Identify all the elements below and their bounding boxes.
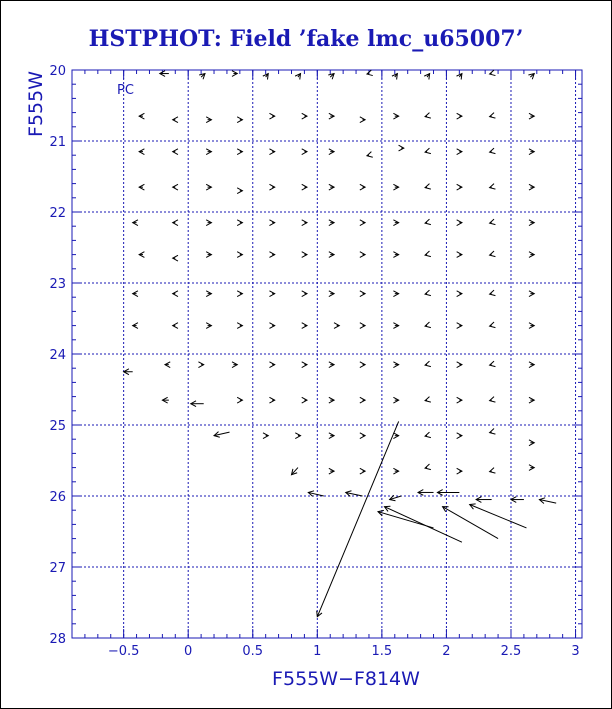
vector-arrow xyxy=(139,252,144,258)
vector-head xyxy=(425,148,431,154)
vector-head xyxy=(457,113,462,119)
vector-arrow xyxy=(328,74,334,80)
vector-head xyxy=(457,468,462,474)
vector-head xyxy=(360,291,365,297)
vector-arrow xyxy=(206,323,211,329)
vector-arrow xyxy=(237,117,242,123)
vector-arrow xyxy=(393,323,398,329)
vector-arrow xyxy=(133,323,138,329)
vector-shaft xyxy=(470,505,527,528)
vector-arrow xyxy=(199,74,205,80)
vector-arrow xyxy=(133,291,138,297)
vector-arrow xyxy=(133,220,138,226)
vector-arrow xyxy=(529,362,534,368)
vector-head xyxy=(237,220,242,226)
vector-arrow xyxy=(393,433,398,439)
vector-arrow xyxy=(425,361,431,367)
vector-head xyxy=(360,117,365,123)
vector-arrow xyxy=(457,74,462,80)
vector-head xyxy=(425,322,431,328)
vector-arrow xyxy=(237,252,242,258)
vector-arrow xyxy=(232,362,237,368)
vector-head xyxy=(360,397,365,403)
vector-head xyxy=(425,113,431,119)
vector-arrow xyxy=(490,148,496,154)
vector-arrow xyxy=(425,464,431,470)
vector-arrow xyxy=(425,322,431,328)
x-tick-label: 1 xyxy=(313,644,322,659)
y-tick-label: 22 xyxy=(49,206,66,221)
vector-arrow xyxy=(329,113,334,119)
vector-arrow xyxy=(443,507,499,539)
vector-head xyxy=(490,251,496,257)
vector-arrow xyxy=(269,362,274,368)
vector-head xyxy=(490,397,496,403)
vector-arrow xyxy=(457,433,462,439)
vector-head xyxy=(457,220,462,226)
vector-head xyxy=(425,464,431,470)
vector-head xyxy=(399,145,404,151)
vector-head xyxy=(360,362,365,368)
vector-arrow xyxy=(302,220,307,226)
vector-head xyxy=(173,220,178,226)
vector-arrow xyxy=(302,149,307,155)
vector-head xyxy=(490,429,496,435)
vector-head xyxy=(490,184,496,190)
vector-arrow xyxy=(360,220,365,226)
vector-arrow xyxy=(529,184,534,190)
vector-arrow xyxy=(173,149,178,155)
vector-arrow xyxy=(393,468,398,474)
x-axis-label: F555W−F814W xyxy=(272,668,420,690)
vector-arrow xyxy=(329,397,334,403)
vector-head xyxy=(490,322,496,328)
vector-arrow xyxy=(490,468,496,474)
vector-arrow xyxy=(457,397,462,403)
vector-head xyxy=(269,397,274,403)
vector-head xyxy=(490,290,496,296)
vector-head xyxy=(173,323,178,329)
vector-arrow xyxy=(237,220,242,226)
vector-arrow xyxy=(393,184,398,190)
y-tick-label: 21 xyxy=(49,135,66,150)
vector-head xyxy=(360,220,365,226)
vector-arrow xyxy=(529,291,534,297)
vector-arrow xyxy=(329,291,334,297)
x-tick-label: 2 xyxy=(442,644,451,659)
vector-head xyxy=(269,362,274,368)
vector-arrow xyxy=(529,440,534,446)
vector-arrow xyxy=(206,117,211,123)
vector-arrow xyxy=(291,468,297,475)
vector-arrow xyxy=(329,362,334,368)
vector-arrow xyxy=(529,113,534,119)
vector-arrow xyxy=(329,220,334,226)
vector-head xyxy=(173,184,178,190)
grid-layer xyxy=(72,70,582,638)
vector-arrow xyxy=(360,184,365,190)
vector-head xyxy=(237,323,242,329)
vector-arrow xyxy=(329,184,334,190)
vector-arrow xyxy=(191,401,204,407)
vector-arrow xyxy=(393,220,398,226)
vector-arrow xyxy=(425,219,431,225)
vector-arrow xyxy=(425,251,431,257)
vector-arrow xyxy=(490,219,496,225)
vector-arrow xyxy=(173,184,178,190)
vector-head xyxy=(237,188,242,194)
vector-head xyxy=(302,252,307,258)
vector-head xyxy=(360,252,365,258)
vector-head xyxy=(425,432,431,438)
vector-arrow xyxy=(528,74,534,80)
vector-arrow xyxy=(360,397,365,403)
vector-arrow xyxy=(269,149,274,155)
vector-arrow xyxy=(269,113,274,119)
vector-arrow xyxy=(457,184,462,190)
vector-arrow xyxy=(360,433,365,439)
vector-arrow xyxy=(263,433,268,439)
vector-head xyxy=(269,184,274,190)
vector-head xyxy=(425,184,431,190)
vector-arrow xyxy=(237,291,242,297)
vector-head xyxy=(237,252,242,258)
vector-head xyxy=(302,149,307,155)
x-tick-label: −0.5 xyxy=(107,644,140,659)
vector-arrow xyxy=(162,397,168,403)
vector-head xyxy=(457,149,462,155)
y-tick-label: 28 xyxy=(49,632,66,647)
vector-head xyxy=(425,219,431,225)
x-tick-label: 0 xyxy=(184,644,193,659)
vector-arrow xyxy=(302,397,307,403)
vector-arrow xyxy=(206,252,211,258)
vector-arrow xyxy=(490,397,496,403)
vector-arrow xyxy=(457,468,462,474)
vector-arrow xyxy=(139,184,144,190)
vector-arrow xyxy=(329,468,334,474)
x-tick-label: 1.5 xyxy=(371,644,393,659)
vector-arrow xyxy=(457,252,462,258)
panel-label: PC xyxy=(117,83,134,98)
vector-arrow xyxy=(457,362,462,368)
vector-head xyxy=(457,433,462,439)
vector-head xyxy=(302,291,307,297)
vector-arrow xyxy=(360,362,365,368)
vector-head xyxy=(263,433,268,439)
vector-arrow xyxy=(425,148,431,154)
vector-head xyxy=(269,113,274,119)
vector-arrow xyxy=(511,497,524,503)
vector-arrow xyxy=(360,323,365,329)
vector-head xyxy=(457,323,462,329)
vector-head xyxy=(425,397,431,403)
vector-arrow xyxy=(360,117,365,123)
y-tick-label: 23 xyxy=(49,277,66,292)
vector-arrow xyxy=(393,362,398,368)
vector-arrow xyxy=(490,184,496,190)
vector-arrow xyxy=(529,149,534,155)
vector-head xyxy=(237,291,242,297)
vector-head xyxy=(198,362,203,368)
vector-arrow xyxy=(393,252,398,258)
tick-layer xyxy=(49,64,582,659)
vector-arrow xyxy=(269,323,274,329)
vector-head xyxy=(367,152,373,158)
vector-head xyxy=(367,70,373,76)
vector-arrow xyxy=(237,323,242,329)
vector-arrow xyxy=(529,220,534,226)
vector-arrow xyxy=(424,74,429,80)
vector-head xyxy=(302,362,307,368)
vector-arrow xyxy=(490,290,496,296)
x-tick-label: 3 xyxy=(571,644,580,659)
vector-head xyxy=(269,252,274,258)
vector-arrow xyxy=(206,291,211,297)
vector-arrow xyxy=(539,498,556,504)
vector-arrow xyxy=(302,113,307,119)
vector-arrow xyxy=(269,252,274,258)
vector-arrow xyxy=(302,362,307,368)
vector-head xyxy=(295,433,300,439)
vector-head xyxy=(425,361,431,367)
vector-head xyxy=(457,362,462,368)
vector-arrow xyxy=(418,490,433,496)
vector-head xyxy=(173,255,178,261)
vector-head xyxy=(334,323,339,329)
vector-arrow xyxy=(302,323,307,329)
vector-arrow xyxy=(173,255,178,261)
vector-arrow xyxy=(334,323,339,329)
vector-arrow xyxy=(165,362,170,368)
vector-head xyxy=(457,291,462,297)
vector-head xyxy=(490,148,496,154)
vector-arrow xyxy=(360,468,365,474)
vector-arrow xyxy=(529,323,534,329)
vector-head xyxy=(173,117,178,123)
vector-arrow xyxy=(490,113,496,119)
vector-head xyxy=(269,291,274,297)
vector-arrow xyxy=(490,429,496,435)
vector-arrow xyxy=(237,397,242,403)
vector-head xyxy=(173,291,178,297)
vector-arrow xyxy=(367,152,373,158)
vector-arrow xyxy=(206,149,211,155)
vector-head xyxy=(269,220,274,226)
vector-arrow xyxy=(237,149,242,155)
vector-arrow xyxy=(329,433,334,439)
vector-arrow xyxy=(295,433,300,439)
vector-arrow xyxy=(139,113,144,119)
vector-arrow xyxy=(457,323,462,329)
vector-head xyxy=(237,117,242,123)
vector-arrow xyxy=(160,71,169,77)
vector-arrow xyxy=(263,74,268,80)
vector-head xyxy=(237,397,242,403)
vector-arrow xyxy=(490,322,496,328)
vector-head xyxy=(457,252,462,258)
vector-arrow xyxy=(425,184,431,190)
vector-arrow xyxy=(393,397,398,403)
vector-head xyxy=(237,149,242,155)
vector-head xyxy=(490,468,496,474)
vector-arrow xyxy=(269,184,274,190)
vector-head xyxy=(457,397,462,403)
vector-arrow xyxy=(425,397,431,403)
vector-arrow xyxy=(425,113,431,119)
vector-arrow xyxy=(295,74,300,80)
vector-arrow xyxy=(390,495,402,501)
vector-arrow xyxy=(393,113,398,119)
vector-arrow xyxy=(393,291,398,297)
y-axis-label: F555W xyxy=(25,71,47,137)
vector-head xyxy=(302,323,307,329)
vector-arrow xyxy=(457,149,462,155)
vector-arrow xyxy=(232,71,237,77)
vector-arrow xyxy=(437,490,459,496)
vector-arrow xyxy=(470,504,527,528)
vector-head xyxy=(490,113,496,119)
vector-arrow xyxy=(457,113,462,119)
vector-arrow xyxy=(476,497,491,503)
vector-arrow xyxy=(490,361,496,367)
vector-head xyxy=(269,149,274,155)
vector-arrow xyxy=(302,184,307,190)
vector-arrow xyxy=(198,362,203,368)
vector-head xyxy=(302,220,307,226)
vector-arrow xyxy=(529,252,534,258)
x-tick-label: 2.5 xyxy=(500,644,522,659)
vector-head xyxy=(360,468,365,474)
vector-arrow xyxy=(378,510,434,528)
vector-head xyxy=(360,433,365,439)
vector-head xyxy=(490,70,496,76)
vector-arrow xyxy=(329,252,334,258)
vector-arrow xyxy=(329,149,334,155)
vector-arrow xyxy=(124,369,133,375)
x-tick-label: 0.5 xyxy=(242,644,264,659)
vector-arrow xyxy=(457,291,462,297)
vector-arrow xyxy=(457,220,462,226)
vector-arrow xyxy=(214,432,229,438)
vector-arrow xyxy=(173,323,178,329)
vector-head xyxy=(425,251,431,257)
y-tick-label: 26 xyxy=(49,490,66,505)
y-tick-label: 27 xyxy=(49,561,66,576)
vector-arrow xyxy=(302,291,307,297)
vector-arrow xyxy=(269,220,274,226)
vector-arrow xyxy=(360,291,365,297)
vector-head xyxy=(425,290,431,296)
vector-head xyxy=(490,361,496,367)
vector-arrow xyxy=(392,74,397,80)
vector-arrow xyxy=(490,251,496,257)
vector-arrow xyxy=(269,291,274,297)
y-tick-label: 24 xyxy=(49,348,66,363)
vector-arrow xyxy=(529,397,534,403)
vector-arrow xyxy=(367,70,373,76)
vector-head xyxy=(490,219,496,225)
vector-head xyxy=(302,184,307,190)
chart-title: HSTPHOT: Field ’fake lmc_u65007’ xyxy=(88,26,524,52)
vector-arrow xyxy=(360,252,365,258)
vector-arrow xyxy=(173,291,178,297)
vector-arrow xyxy=(139,149,144,155)
vector-head xyxy=(360,184,365,190)
vector-arrow xyxy=(490,70,496,76)
vector-head xyxy=(302,113,307,119)
vector-arrow xyxy=(302,252,307,258)
vector-shaft xyxy=(317,421,398,616)
vector-arrow xyxy=(237,188,242,194)
y-tick-label: 20 xyxy=(49,64,66,79)
vector-arrow xyxy=(206,184,211,190)
vector-shaft xyxy=(443,507,499,539)
vector-head xyxy=(360,323,365,329)
vector-head xyxy=(457,184,462,190)
vector-arrow xyxy=(529,465,534,471)
vector-arrow xyxy=(173,220,178,226)
vector-shaft xyxy=(378,512,434,528)
vector-arrow xyxy=(425,432,431,438)
vector-arrow xyxy=(399,145,404,151)
vector-head xyxy=(173,149,178,155)
vector-arrow xyxy=(206,220,211,226)
vector-head xyxy=(302,397,307,403)
y-tick-label: 25 xyxy=(49,419,66,434)
vector-head xyxy=(269,323,274,329)
vector-arrow xyxy=(317,421,399,616)
vector-arrow xyxy=(425,290,431,296)
vector-arrow xyxy=(173,117,178,123)
vector-arrow xyxy=(269,397,274,403)
